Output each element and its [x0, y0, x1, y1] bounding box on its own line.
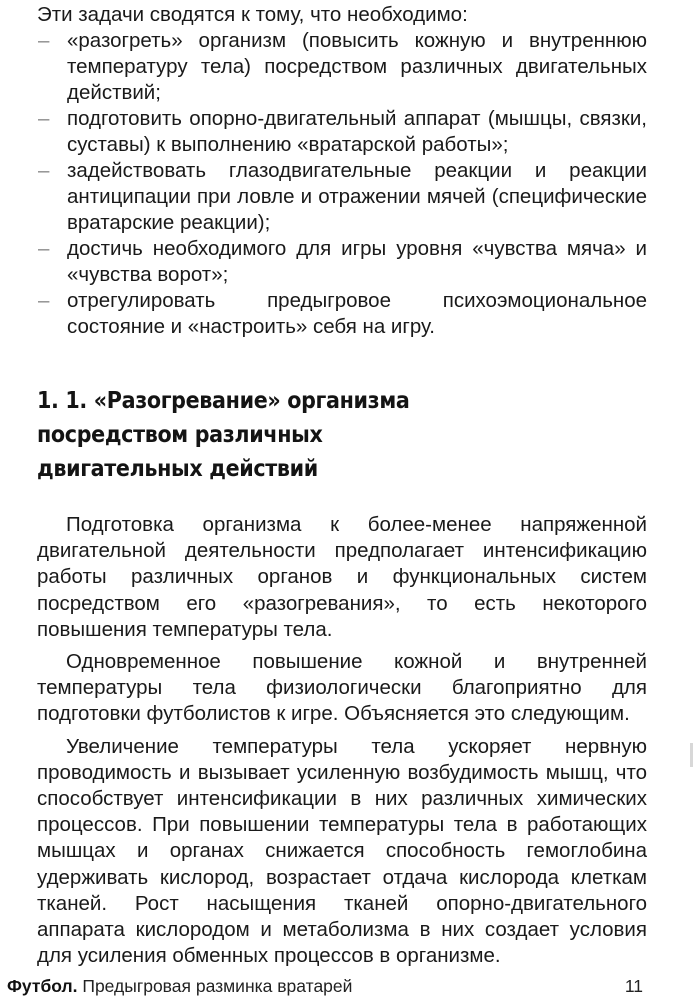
- body-paragraph: Одновременное повышение кожной и внутренней температуры тела физиологически благоприятно для подготовки футболистов к игре. Объясняется это следующим.: [37, 650, 647, 726]
- task-list-item-text: достичь необходимого для игры уровня «чувства мяча» и «чувства ворот»;: [67, 237, 647, 286]
- list-dash-marker: –: [38, 289, 50, 312]
- page-number: 11: [624, 976, 643, 996]
- section-heading: [37, 383, 565, 485]
- section-heading-line: посредством различных: [37, 420, 323, 448]
- page-footer: [0, 975, 695, 999]
- section-heading-line: двигательных действий: [37, 454, 318, 482]
- scan-edge-mark: [690, 743, 693, 767]
- list-dash-marker: –: [38, 237, 50, 260]
- task-list-item: [37, 28, 647, 106]
- task-list-item: [37, 288, 647, 340]
- task-list-block: [37, 2, 647, 340]
- body-paragraph: Увеличение температуры тела ускоряет нервную проводимость и вызывает усиленную возбудимость мышц, что способствует интенсификации в них различных химических процессов. При повышении температуры тела в работающих мышцах и органах снижается способность гемоглобина удерживать кислород, возрастает отдача кислорода клеткам тканей. Рост насыщения тканей опорно-двигательного аппарата кислородом и метаболизма в них создает условия для усиления обменных процессов в организме.: [37, 734, 647, 968]
- task-list-item-text: «разогреть» организм (повысить кожную и внутреннюю температуру тела) посредством различных двигательных действий;: [67, 29, 647, 104]
- list-dash-marker: –: [38, 107, 50, 130]
- task-list-item: [37, 106, 647, 158]
- task-list: [37, 28, 647, 340]
- running-footer: [7, 975, 352, 997]
- section-body: [37, 512, 647, 975]
- footer-book-title: Футбол.: [7, 976, 78, 996]
- task-list-item: [37, 158, 647, 236]
- task-list-item: [37, 236, 647, 288]
- footer-book-subtitle: Предыгровая разминка вратарей: [82, 976, 353, 996]
- list-dash-marker: –: [38, 29, 50, 52]
- task-list-item-text: задействовать глазодвигательные реакции и реакции антиципации при ловле и отражении мячей (специфические вратарские реакции);: [67, 159, 647, 234]
- list-dash-marker: –: [38, 159, 50, 182]
- task-list-lead: Эти задачи сводятся к тому, что необходимо:: [37, 3, 468, 26]
- task-list-item-text: подготовить опорно-двигательный аппарат (мышцы, связки, суставы) к выполнению «вратарской работы»;: [67, 107, 647, 156]
- body-paragraph: Подготовка организма к более-менее напряженной двигательной деятельности предполагает интенсификацию работы различных органов и функциональных систем посредством его «разогревания», то есть некоторого повышения температуры тела.: [37, 513, 647, 641]
- section-heading-line: 1. 1. «Разогревание» организма: [37, 386, 410, 414]
- task-list-item-text: отрегулировать предыгровое психоэмоциональное состояние и «настроить» себя на игру.: [67, 289, 647, 338]
